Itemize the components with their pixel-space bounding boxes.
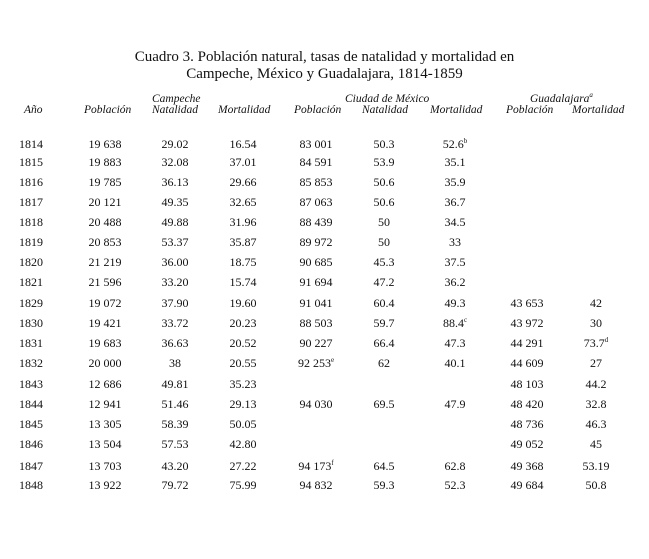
cell-value: 19.60 [229,296,257,310]
cell-value: 36.63 [161,336,189,350]
cell-value: 1818 [19,215,43,229]
table-row [0,235,649,251]
cell-mn [344,275,424,290]
col-anio: Año [24,104,43,116]
cell-anio [0,336,71,351]
table-row [0,137,649,153]
cell-mn [344,356,424,371]
cell-value: 83 001 [299,137,333,151]
table-row [0,459,649,475]
cell-value: 43 972 [510,316,544,330]
cell-value: 44.2 [585,377,607,391]
cell-value: 21 219 [88,255,122,269]
cell-value: 35.1 [444,155,466,169]
cell-value: 29.02 [161,137,189,151]
cell-value: 20 853 [88,235,122,249]
cell-value: 34.5 [444,215,466,229]
cell-value: 1831 [19,336,43,350]
cell-value: 49 684 [510,478,544,492]
cell-value: 35.23 [229,377,257,391]
cell-value: 29.13 [229,397,257,411]
cell-value: 52.3 [444,478,466,492]
cell-mm [415,137,495,152]
cell-cm [203,316,283,331]
cell-value: 62.8 [444,459,466,473]
cell-mm [415,356,495,371]
cell-mn [344,175,424,190]
cell-value: 13 922 [88,478,122,492]
cell-cp [65,397,145,412]
cell-cp [65,377,145,392]
table-row [0,417,649,433]
cell-value: 29.66 [229,175,257,189]
cell-value: 90 685 [299,255,333,269]
cell-value: 51.46 [161,397,189,411]
cell-value: 12 686 [88,377,122,391]
cell-value: 19 638 [88,137,122,151]
cell-value: 50 [378,235,390,249]
cell-value: 43 653 [510,296,544,310]
cell-cm [203,397,283,412]
col-campeche-mortalidad: Mortalidad [218,104,271,116]
cell-value: 1832 [19,356,43,370]
cell-value: 21 596 [88,275,122,289]
cell-value: 33.72 [161,316,189,330]
cell-value: 18.75 [229,255,257,269]
cell-cm [203,255,283,270]
cell-value: 49.3 [444,296,466,310]
cell-cp [65,195,145,210]
cell-value: 1846 [19,437,43,451]
cell-gp [487,478,567,493]
title-line-1: Cuadro 3. Población natural, tasas de natalidad y mortalidad en [134,49,515,65]
cell-value: 88.4 [442,316,464,330]
cell-value: 92 253 [297,356,331,370]
cell-value: 58.39 [161,417,189,431]
table-row [0,155,649,171]
cell-cm [203,137,283,152]
title-line-2: Campeche, México y Guadalajara, 1814-1859 [186,66,463,82]
cell-mm [415,255,495,270]
cell-mm [415,215,495,230]
cell-value: 13 504 [88,437,122,451]
cell-gm [556,316,636,331]
cell-mm [415,478,495,493]
cell-cp [65,356,145,371]
cell-anio [0,397,71,412]
cell-value: 50.6 [373,175,395,189]
col-campeche-poblacion: Población [84,104,132,116]
cell-value: 37.01 [229,155,257,169]
cell-value: 19 785 [88,175,122,189]
table-row [0,356,649,372]
cell-value: 19 072 [88,296,122,310]
cell-value: 53.37 [161,235,189,249]
cell-value: 20.52 [229,336,257,350]
cell-cm [203,215,283,230]
col-guadalajara-poblacion: Población [506,104,554,116]
cell-cp [65,255,145,270]
cell-value: 27.22 [229,459,257,473]
cell-value: 20 000 [88,356,122,370]
cell-value: 43.20 [161,459,189,473]
cell-value: 1847 [19,459,43,473]
cell-cp [65,296,145,311]
cell-anio [0,459,71,474]
cell-cm [203,175,283,190]
cell-value: 59.3 [373,478,395,492]
table-row [0,437,649,453]
cell-value: 19 683 [88,336,122,350]
cell-value: 53.19 [582,459,610,473]
cell-cp [65,459,145,474]
cell-value: 88 439 [299,215,333,229]
cell-value: 45.3 [373,255,395,269]
table-row [0,296,649,312]
cell-value: 32.08 [161,155,189,169]
cell-mm [415,397,495,412]
cell-gm [556,336,636,351]
cell-value: 36.00 [161,255,189,269]
cell-value: 20.55 [229,356,257,370]
cell-cp [65,316,145,331]
cell-value: 20.23 [229,316,257,330]
cell-gm [556,478,636,493]
cell-value: 1815 [19,155,43,169]
cell-cm [203,155,283,170]
cell-value: 48 103 [510,377,544,391]
cell-value: 89 972 [299,235,333,249]
cell-value: 1843 [19,377,43,391]
cell-anio [0,255,71,270]
cell-mn [344,296,424,311]
cell-value: 1829 [19,296,43,310]
cell-mn [344,195,424,210]
cell-value: 60.4 [373,296,395,310]
table-row [0,336,649,352]
cell-cm [203,459,283,474]
cell-cm [203,275,283,290]
cell-value: 45 [590,437,602,451]
cell-mm [415,316,495,331]
cell-mn [344,255,424,270]
cell-value: 1819 [19,235,43,249]
cell-anio [0,175,71,190]
cell-cp [65,437,145,452]
cell-anio [0,316,71,331]
cell-value: 66.4 [373,336,395,350]
cell-value: 47.9 [444,397,466,411]
cell-value: 49 052 [510,437,544,451]
cell-anio [0,417,71,432]
cell-value: 37.90 [161,296,189,310]
cell-value: 50 [378,215,390,229]
cell-cm [203,478,283,493]
table-row [0,478,649,494]
cell-mn [344,397,424,412]
cell-anio [0,478,71,493]
col-campeche-natalidad: Natalidad [152,104,199,116]
cell-value: 90 227 [299,336,333,350]
cell-value: 48 420 [510,397,544,411]
cell-cp [65,215,145,230]
cell-value: 50.3 [373,137,395,151]
table-row [0,377,649,393]
table-row [0,255,649,271]
cell-value: 52.6 [442,137,464,151]
col-guadalajara-mortalidad: Mortalidad [572,104,625,116]
cell-value: 16.54 [229,137,257,151]
cell-cm [203,437,283,452]
cell-value: 49.88 [161,215,189,229]
cell-gm [556,459,636,474]
cell-value: 62 [378,356,390,370]
cell-mm [415,296,495,311]
cell-value: 79.72 [161,478,189,492]
cell-value: 32.65 [229,195,257,209]
col-mexico-poblacion: Población [294,104,342,116]
group-guadalajara-note: a [589,91,593,99]
cell-value: 64.5 [373,459,395,473]
group-mexico: Ciudad de México [345,93,430,105]
cell-value: 12 941 [88,397,122,411]
cell-anio [0,296,71,311]
cell-footnote-mark: c [463,316,468,324]
cell-footnote-mark: e [330,356,335,364]
cell-value: 1848 [19,478,43,492]
cell-value: 27 [590,356,602,370]
cell-mm [415,235,495,250]
cell-gm [556,437,636,452]
cell-value: 33 [449,235,461,249]
cell-anio [0,377,71,392]
cell-mm [415,195,495,210]
cell-anio [0,155,71,170]
cell-cp [65,235,145,250]
cell-gp [487,437,567,452]
cell-value: 49 368 [510,459,544,473]
cell-cp [65,137,145,152]
cell-value: 94 832 [299,478,333,492]
cell-value: 44 291 [510,336,544,350]
cell-mn [344,155,424,170]
cell-cp [65,336,145,351]
cell-gp [487,336,567,351]
cell-value: 1830 [19,316,43,330]
cell-value: 32.8 [585,397,607,411]
cell-value: 36.2 [444,275,466,289]
cell-value: 1845 [19,417,43,431]
cell-value: 73.7 [583,336,605,350]
cell-cm [203,296,283,311]
cell-cp [65,417,145,432]
cell-value: 13 703 [88,459,122,473]
cell-value: 42 [590,296,602,310]
cell-gp [487,356,567,371]
cell-value: 19 421 [88,316,122,330]
cell-value: 47.3 [444,336,466,350]
table-row [0,215,649,231]
cell-mn [344,478,424,493]
cell-value: 35.87 [229,235,257,249]
cell-value: 48 736 [510,417,544,431]
cell-value: 50.8 [585,478,607,492]
cell-cm [203,417,283,432]
col-mexico-mortalidad: Mortalidad [430,104,483,116]
cell-gp [487,397,567,412]
cell-value: 91 041 [299,296,333,310]
cell-value: 50.05 [229,417,257,431]
cell-value: 69.5 [373,397,395,411]
cell-anio [0,275,71,290]
cell-value: 1844 [19,397,43,411]
cell-gp [487,459,567,474]
cell-footnote-mark: f [331,459,334,467]
cell-value: 38 [169,356,181,370]
cell-value: 59.7 [373,316,395,330]
cell-mm [415,459,495,474]
cell-gp [487,296,567,311]
table-row [0,175,649,191]
cell-gm [556,356,636,371]
cell-value: 42.80 [229,437,257,451]
table-row [0,275,649,291]
cell-cm [203,356,283,371]
cell-anio [0,356,71,371]
cell-cp [65,478,145,493]
cell-value: 15.74 [229,275,257,289]
cell-footnote-mark: b [463,137,468,145]
cell-gm [556,377,636,392]
cell-footnote-mark: d [604,336,609,344]
cell-gm [556,417,636,432]
cell-value: 1816 [19,175,43,189]
cell-mm [415,275,495,290]
cell-mn [344,235,424,250]
cell-mn [344,215,424,230]
cell-value: 49.35 [161,195,189,209]
cell-mn [344,316,424,331]
cell-value: 87 063 [299,195,333,209]
cell-value: 46.3 [585,417,607,431]
cell-value: 85 853 [299,175,333,189]
cell-value: 33.20 [161,275,189,289]
cell-value: 53.9 [373,155,395,169]
cell-value: 1821 [19,275,43,289]
cell-mm [415,155,495,170]
cell-anio [0,137,71,152]
cell-value: 1814 [19,137,43,151]
cell-gp [487,316,567,331]
cell-cm [203,195,283,210]
cell-value: 37.5 [444,255,466,269]
cell-value: 75.99 [229,478,257,492]
cell-value: 40.1 [444,356,466,370]
cell-mn [344,137,424,152]
cell-value: 31.96 [229,215,257,229]
cell-cp [65,275,145,290]
cell-value: 84 591 [299,155,333,169]
cell-mm [415,336,495,351]
cell-anio [0,195,71,210]
cell-value: 36.13 [161,175,189,189]
cell-value: 19 883 [88,155,122,169]
cell-value: 30 [590,316,602,330]
cell-value: 13 305 [88,417,122,431]
cell-value: 1817 [19,195,43,209]
cell-value: 20 488 [88,215,122,229]
cell-value: 1820 [19,255,43,269]
cell-value: 50.6 [373,195,395,209]
cell-cp [65,155,145,170]
cell-anio [0,437,71,452]
cell-gm [556,397,636,412]
col-mexico-natalidad: Natalidad [362,104,409,116]
cell-anio [0,235,71,250]
cell-value: 88 503 [299,316,333,330]
cell-mn [344,336,424,351]
table-row [0,316,649,332]
cell-gm [556,296,636,311]
cell-mn [344,459,424,474]
table-row [0,195,649,211]
cell-mm [415,175,495,190]
cell-value: 91 694 [299,275,333,289]
cell-value: 94 173 [298,459,332,473]
cell-cm [203,235,283,250]
cell-value: 36.7 [444,195,466,209]
cell-cp [65,175,145,190]
cell-gp [487,417,567,432]
cell-gp [487,377,567,392]
cell-value: 57.53 [161,437,189,451]
cell-anio [0,215,71,230]
group-campeche: Campeche [152,93,201,105]
cell-value: 49.81 [161,377,189,391]
cell-cm [203,377,283,392]
table-row [0,397,649,413]
cell-value: 47.2 [373,275,395,289]
group-guadalajara-label: Guadalajara [530,93,590,105]
cell-value: 94 030 [299,397,333,411]
cell-cm [203,336,283,351]
cell-value: 20 121 [88,195,122,209]
cell-value: 44 609 [510,356,544,370]
cell-value: 35.9 [444,175,466,189]
